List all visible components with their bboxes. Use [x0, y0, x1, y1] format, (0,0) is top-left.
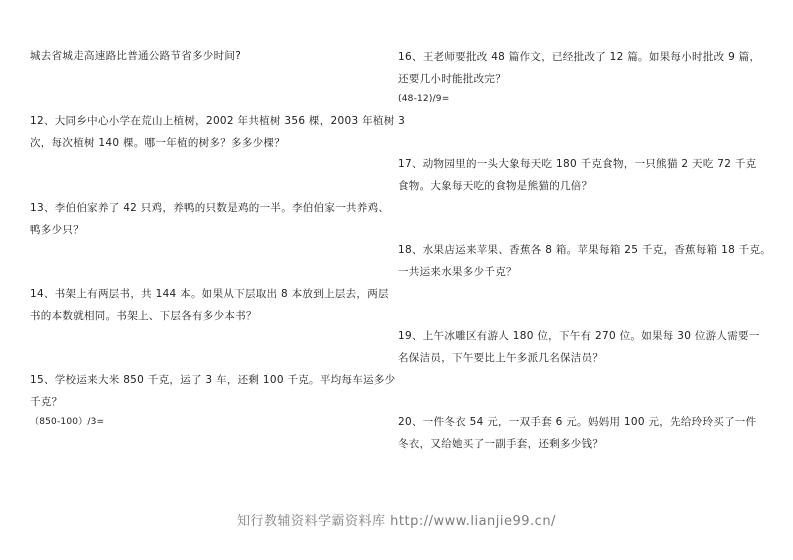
question-19-line-2: 名保洁员，下午要比上午多派几名保洁员？	[398, 352, 604, 364]
question-18	[398, 239, 772, 283]
question-14	[30, 283, 390, 327]
question-16-line-2: 还要几小时能批改完？	[398, 73, 506, 85]
question-20-line-1: 20、一件冬衣 54 元，一双手套 6 元。妈妈用 100 元，先给玲玲买了一件	[398, 416, 757, 428]
question-18-line-2: 一共运来水果多少千克？	[398, 266, 517, 278]
question-15-line-2: 千克？	[30, 396, 63, 408]
question-19	[398, 325, 760, 369]
question-14-line-2: 书的本数就相同。书架上、下层各有多少本书？	[30, 310, 257, 322]
question-12-line-1: 12、大同乡中心小学在荒山上植树，2002 年共植树 356 棵，2003 年植树 3	[30, 115, 406, 127]
question-15-line-1: 15、学校运来大米 850 千克，运了 3 车，还剩 100 千克。平均每车运多少	[30, 374, 396, 386]
watermark-text: 知行教辅资料学霸资料库 http://www.lianjie99.cn/	[237, 514, 556, 529]
question-19-line-1: 19、上午冰雕区有游人 180 位，下午有 270 位。如果每 30 位游人需要一	[398, 330, 760, 342]
question-17	[398, 153, 760, 197]
question-11-line-1: 城去省城走高速路比普通公路节省多少时间?	[30, 50, 242, 62]
question-16	[398, 46, 760, 106]
question-16-line-1: 16、王老师要批改 48 篇作文，已经批改了 12 篇。如果每小时批改 9 篇，	[398, 51, 761, 63]
question-20-line-2: 冬衣，又给她买了一副手套，还剩多少钱？	[398, 438, 604, 450]
question-12	[30, 110, 406, 154]
question-18-line-1: 18、水果店运来苹果、香蕉各 8 箱。苹果每箱 25 千克，香蕉每箱 18 千克。	[398, 244, 772, 256]
question-11	[30, 45, 390, 67]
question-17-line-1: 17、动物园里的一头大象每天吃 180 千克食物，一只熊猫 2 天吃 72 千克	[398, 158, 757, 170]
question-16-answer: (48-12)/9=	[398, 94, 450, 104]
question-15-answer: （850-100）/3=	[30, 417, 105, 427]
question-13-line-1: 13、李伯伯家养了 42 只鸡，养鸭的只数是鸡的一半。李伯伯家一共养鸡、	[30, 202, 390, 214]
question-13-line-2: 鸭多少只？	[30, 224, 84, 236]
question-20	[398, 411, 760, 455]
question-13	[30, 197, 390, 241]
question-15	[30, 369, 396, 429]
question-17-line-2: 食物。大象每天吃的食物是熊猫的几倍？	[398, 180, 593, 192]
question-14-line-1: 14、书架上有两层书，共 144 本。如果从下层取出 8 本放到上层去，两层	[30, 288, 389, 300]
question-12-line-2: 次，每次植树 140 棵。哪一年植的树多？多多少棵？	[30, 137, 286, 149]
